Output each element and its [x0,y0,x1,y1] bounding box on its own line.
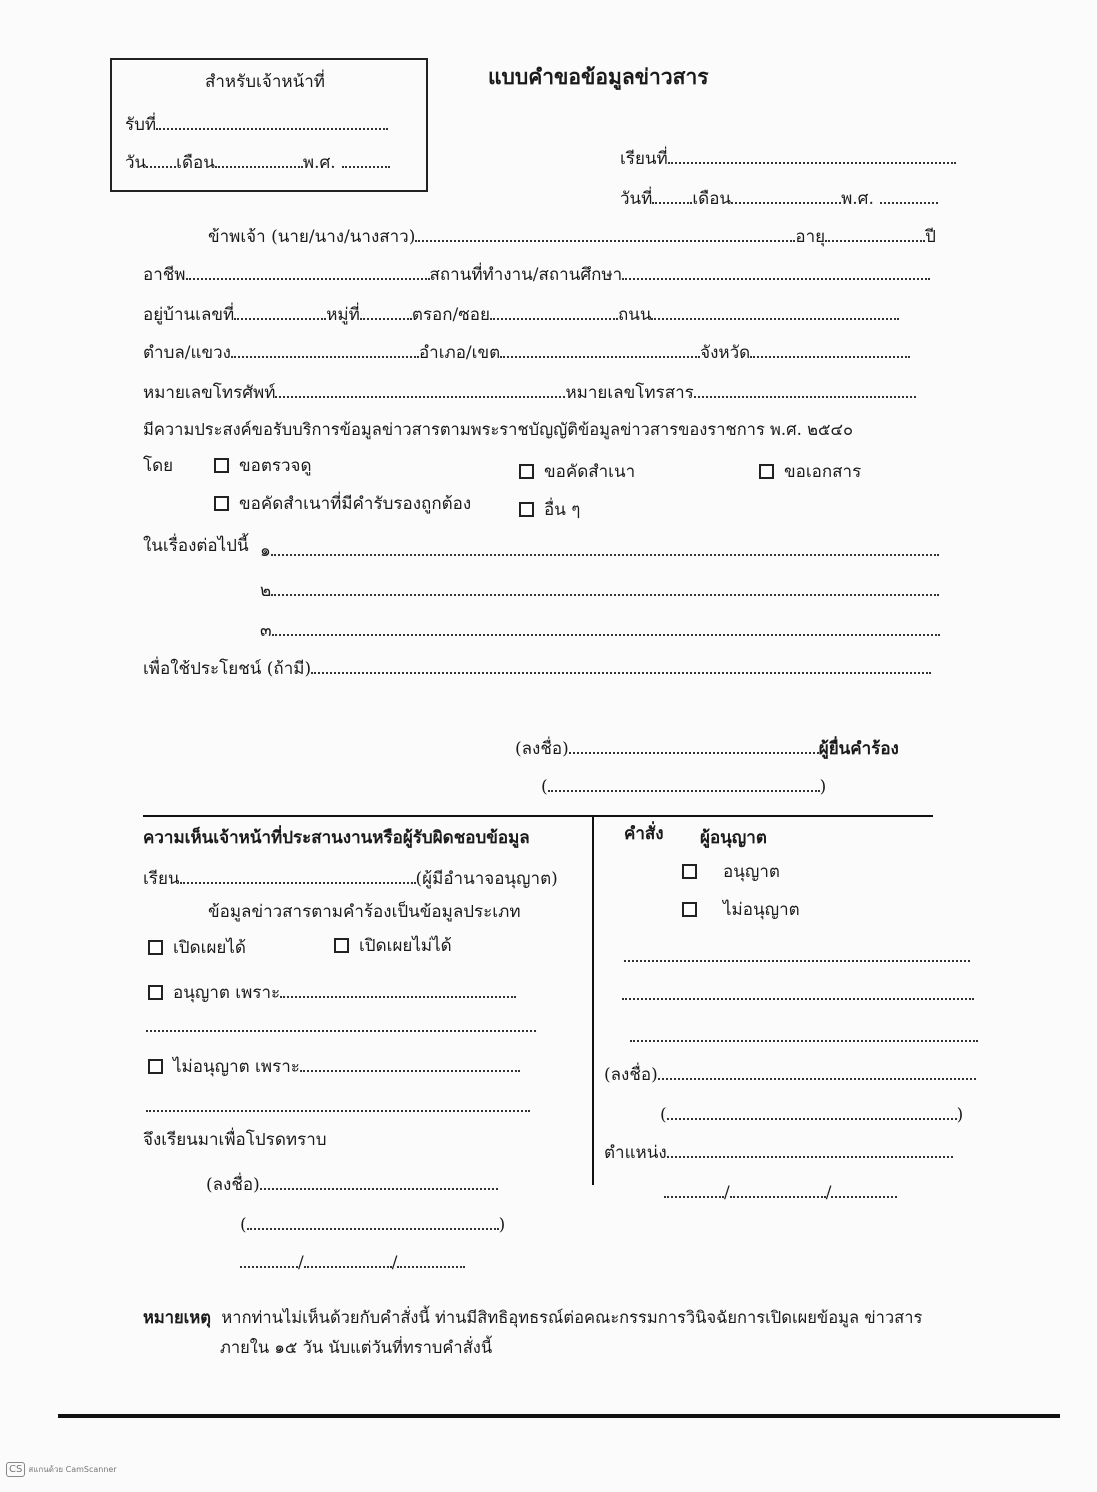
date-row: วันที่ เดือน พ.ศ. [620,186,938,208]
order-label: คำสั่ง [624,824,664,844]
receipt-no-field[interactable] [156,112,388,130]
deny-because-checkbox[interactable] [148,1059,163,1074]
receipt-no-label: รับที่ [125,112,388,134]
applicant-name-row: ข้าพเจ้า (นาย/นาง/นางสาว) อายุ ปี [208,224,936,246]
camscanner-logo: CS [6,1462,25,1477]
occupation-row: อาชีพ สถานที่ทำงาน/สถานศึกษา [143,262,930,284]
purpose-statement: มีความประสงค์ขอรับบริการข้อมูลข่าวสารตามพระราชบัญญัติข้อมูลข่าวสารของราชการ พ.ศ. ๒๕๔๐ [143,420,854,439]
option-other: อื่น ๆ [519,502,580,519]
option-certified-copy: ขอคัดสำเนาที่มีคำรับรองถูกต้อง [214,496,471,513]
district-field[interactable] [500,340,700,358]
occupation-field[interactable] [186,262,430,280]
approver-date-row: / / [664,1180,897,1202]
permit-because-row: อนุญาต เพราะ [148,980,516,1002]
deny-reason-line-2[interactable] [146,1110,530,1112]
phone-field[interactable] [275,380,565,398]
official-day-field[interactable] [146,150,176,168]
contact-row: หมายเลขโทรศัพท์ หมายเลขโทรสาร [143,380,916,402]
address-row-1: อยู่บ้านเลขที่ หมู่ที่ ตรอก/ซอย ถนน [143,302,899,324]
column-divider [592,815,594,1185]
age-field[interactable] [825,224,925,242]
officer-to-field[interactable] [180,866,416,884]
official-month-field[interactable] [215,150,303,168]
approver-day-field[interactable] [664,1180,724,1198]
note-line-1: หมายเหตุ หากท่านไม่เห็นด้วยกับคำสั่งนี้ ท่านมีสิทธิอุทธรณ์ต่อคณะกรรมการวินิจฉัยการเปิดเผยข้อมูล ข่าวสาร [143,1308,923,1327]
info-type-label: ข้อมูลข่าวสารตามคำร้องเป็นข้อมูลประเภท [208,902,521,922]
form-title: แบบคำขอข้อมูลข่าวสาร [488,64,709,89]
subject-item-2-field[interactable] [271,578,939,596]
approver-year-field[interactable] [831,1180,897,1198]
subject-item-2: ๒ [260,578,939,600]
approver-printed-name-field[interactable] [667,1102,957,1120]
approve-option: อนุญาต [682,864,780,881]
soi-field[interactable] [490,302,618,320]
official-date-row: วัน เดือน พ.ศ. [125,150,390,172]
day-field[interactable] [652,186,692,204]
officer-printed-name-field[interactable] [247,1212,499,1230]
officer-to-row: เรียน (ผู้มีอำนาจอนุญาต) [143,866,558,888]
scanner-watermark: CS สแกนด้วย CamScanner [6,1462,117,1477]
subject-item-1-field[interactable] [271,538,939,556]
certified-copy-checkbox[interactable] [214,496,229,511]
deny-because-row: ไม่อนุญาต เพราะ [148,1054,520,1076]
approver-sign-row: (ลงชื่อ) [604,1062,976,1084]
not-disclosable-option: เปิดเผยไม่ได้ [334,938,452,955]
official-use-heading: สำหรับเจ้าหน้าที่ [205,72,325,92]
approver-label: ผู้อนุญาต [700,828,767,848]
permit-reason-field[interactable] [280,980,516,998]
position-row: ตำแหน่ง [604,1140,953,1162]
approver-signature-field[interactable] [658,1062,976,1080]
use-field[interactable] [311,656,931,674]
address-row-2: ตำบล/แขวง อำเภอ/เขต จังหวัด [143,340,910,362]
order-note-line-2[interactable] [622,998,974,1000]
position-field[interactable] [667,1140,953,1158]
section-divider [143,815,933,817]
officer-printed-name-row: ( ) [240,1212,505,1234]
option-document: ขอเอกสาร [759,464,861,481]
house-no-field[interactable] [234,302,326,320]
year-field[interactable] [880,186,938,204]
to-row: เรียนที่ [620,146,956,168]
by-label: โดย [143,456,174,476]
use-row: เพื่อใช้ประโยชน์ (ถ้ามี) [143,656,931,678]
option-copy: ขอคัดสำเนา [519,464,635,481]
disclosable-option: เปิดเผยได้ [148,940,246,957]
applicant-printed-name-row: ( ) [541,774,826,796]
subject-item-3: ๓ [260,618,940,640]
subject-item-1: ๑ [260,538,939,560]
officer-sign-row: (ลงชื่อ) [206,1172,498,1194]
to-field[interactable] [668,146,956,164]
deny-checkbox[interactable] [682,902,697,917]
deny-option: ไม่อนุญาต [682,902,800,919]
official-year-field[interactable] [342,150,390,168]
subdistrict-field[interactable] [231,340,419,358]
not-disclosable-checkbox[interactable] [334,938,349,953]
other-checkbox[interactable] [519,502,534,517]
officer-month-field[interactable] [304,1250,392,1268]
province-field[interactable] [750,340,910,358]
copy-checkbox[interactable] [519,464,534,479]
applicant-name-field[interactable] [415,224,795,242]
inspect-checkbox[interactable] [214,458,229,473]
fax-field[interactable] [694,380,916,398]
subject-item-3-field[interactable] [272,618,940,636]
officer-signature-field[interactable] [260,1172,498,1190]
month-field[interactable] [731,186,841,204]
workplace-field[interactable] [622,262,930,280]
approve-checkbox[interactable] [682,864,697,879]
applicant-sign-row: (ลงชื่อ) ผู้ยื่นคำร้อง [515,736,899,758]
moo-field[interactable] [360,302,412,320]
approver-month-field[interactable] [730,1180,826,1198]
approver-printed-name-row: ( ) [660,1102,963,1124]
officer-date-row: / / [240,1250,465,1272]
deny-reason-field[interactable] [300,1054,520,1072]
road-field[interactable] [651,302,899,320]
closing-text: จึงเรียนมาเพื่อโปรดทราบ [143,1130,327,1150]
permit-because-checkbox[interactable] [148,985,163,1000]
note-line-2: ภายใน ๑๕ วัน นับแต่วันที่ทราบคำสั่งนี้ [220,1338,493,1357]
officer-year-field[interactable] [397,1250,465,1268]
applicant-signature-field[interactable] [569,736,819,754]
officer-heading: ความเห็นเจ้าหน้าที่ประสานงานหรือผู้รับผิดชอบข้อมูล [143,828,530,848]
order-note-line-1[interactable] [624,960,970,962]
disclosable-checkbox[interactable] [148,940,163,955]
applicant-printed-name-field[interactable] [548,774,820,792]
order-note-line-3[interactable] [630,1040,978,1042]
bottom-rule [58,1414,1060,1418]
subject-label: ในเรื่องต่อไปนี้ [143,536,249,556]
officer-day-field[interactable] [240,1250,298,1268]
option-inspect: ขอตรวจดู [214,458,312,475]
permit-reason-line-2[interactable] [146,1030,536,1032]
document-checkbox[interactable] [759,464,774,479]
